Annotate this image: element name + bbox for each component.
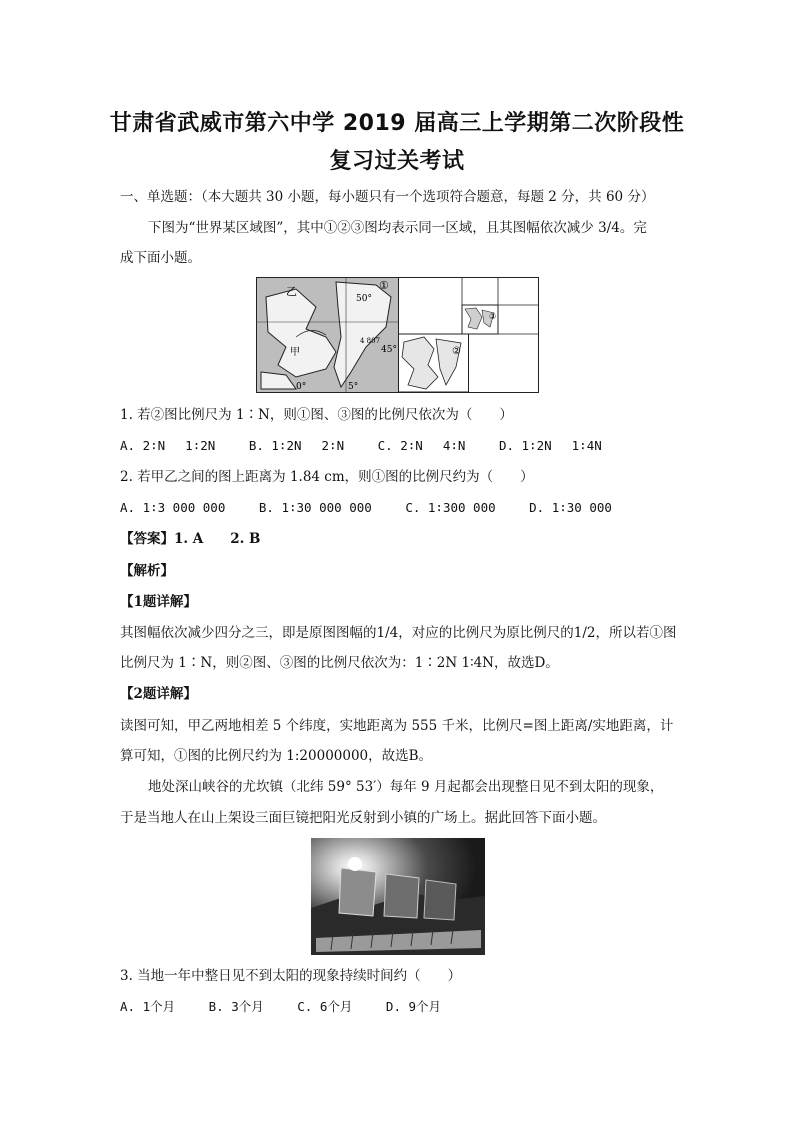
mirrors-photo — [311, 838, 485, 955]
q3-stem: 3. 当地一年中整日见不到太阳的现象持续时间约（ ） — [120, 968, 462, 984]
map-label-jia: 甲 — [290, 347, 300, 358]
q2-options — [120, 498, 680, 518]
q2-option-c: C. 1∶300 000 — [405, 500, 496, 515]
q3-option-a: A. 1个月 — [120, 999, 176, 1014]
answer-line: 【答案】1. A 2. B — [120, 531, 261, 547]
region-map-figure — [256, 277, 539, 393]
q3-option-d: D. 9个月 — [385, 999, 442, 1014]
detail1-line2: 比例尺为 1∶N，则②图、③图的比例尺依次为：1∶2N 1∶4N，故选D。 — [120, 655, 559, 671]
q2-option-b: B. 1∶30 000 000 — [258, 500, 372, 515]
q2-stem: 2. 若甲乙之间的图上距离为 1.84 cm，则①图的比例尺约为（ ） — [120, 469, 534, 485]
detail2-line2: 算可知，①图的比例尺约为 1:20000000，故选B。 — [120, 748, 433, 764]
q1-option-c: C. 2∶N 4∶N — [377, 438, 466, 453]
intro1-line1: 下图为“世界某区域图”，其中①②③图均表示同一区域，且其图幅依次减少 3/4。完 — [148, 220, 647, 236]
map-label-lon5: 5° — [348, 382, 359, 392]
q3-option-b: B. 3个月 — [208, 999, 264, 1014]
q2-option-a: A. 1∶3 000 000 — [120, 500, 226, 515]
detail2-heading: 【2题详解】 — [120, 686, 197, 702]
map-label-yi: 乙 — [286, 285, 297, 298]
q2-option-d: D. 1∶30 000 — [529, 500, 612, 515]
q1-option-d: D. 1∶2N 1∶4N — [498, 438, 602, 453]
map3-label-circle3: ③ — [489, 312, 497, 321]
intro1-line2: 成下面小题。 — [120, 250, 201, 266]
intro2-line1: 地处深山峡谷的尤坎镇（北纬 59° 53′）每年 9 月起都会出现整日见不到太阳的现象， — [148, 779, 664, 795]
map-label-lon0: 0° — [296, 382, 307, 392]
map-label-mt: 4 807 — [360, 337, 381, 345]
map-label-lat45: 45° — [381, 345, 397, 355]
doc-title-line2: 复习过关考试 — [329, 149, 465, 174]
q1-option-a: A. 2∶N 1∶2N — [120, 438, 216, 453]
map-label-circle1: ① — [379, 279, 389, 292]
detail2-line1: 读图可知，甲乙两地相差 5 个纬度，实地距离为 555 千米，比例尺=图上距离/实地距离，计 — [120, 718, 674, 734]
map-label-lat50: 50° — [356, 294, 372, 304]
analysis-heading: 【解析】 — [120, 563, 174, 579]
section-heading: 一、单选题：（本大题共 30 小题，每小题只有一个选项符合题意，每题 2 分，共 60 分） — [120, 189, 655, 205]
q1-option-b: B. 1∶2N 2∶N — [248, 438, 345, 453]
q1-options — [120, 436, 680, 456]
intro2-line2: 于是当地人在山上架设三面巨镜把阳光反射到小镇的广场上。据此回答下面小题。 — [120, 810, 606, 826]
map2-label-circle2: ② — [452, 346, 461, 357]
q3-options — [120, 997, 680, 1017]
doc-title-line1: 甘肃省武威市第六中学 2019 届高三上学期第二次阶段性 — [109, 111, 685, 136]
detail1-line1: 其图幅依次减少四分之三，即是原图图幅的1/4，对应的比例尺为原比例尺的1/2，所以若①图 — [120, 625, 677, 641]
q3-option-c: C. 6个月 — [297, 999, 353, 1014]
detail1-heading: 【1题详解】 — [120, 594, 197, 610]
q1-stem: 1. 若②图比例尺为 1∶N，则①图、③图的比例尺依次为（ ） — [120, 407, 513, 423]
